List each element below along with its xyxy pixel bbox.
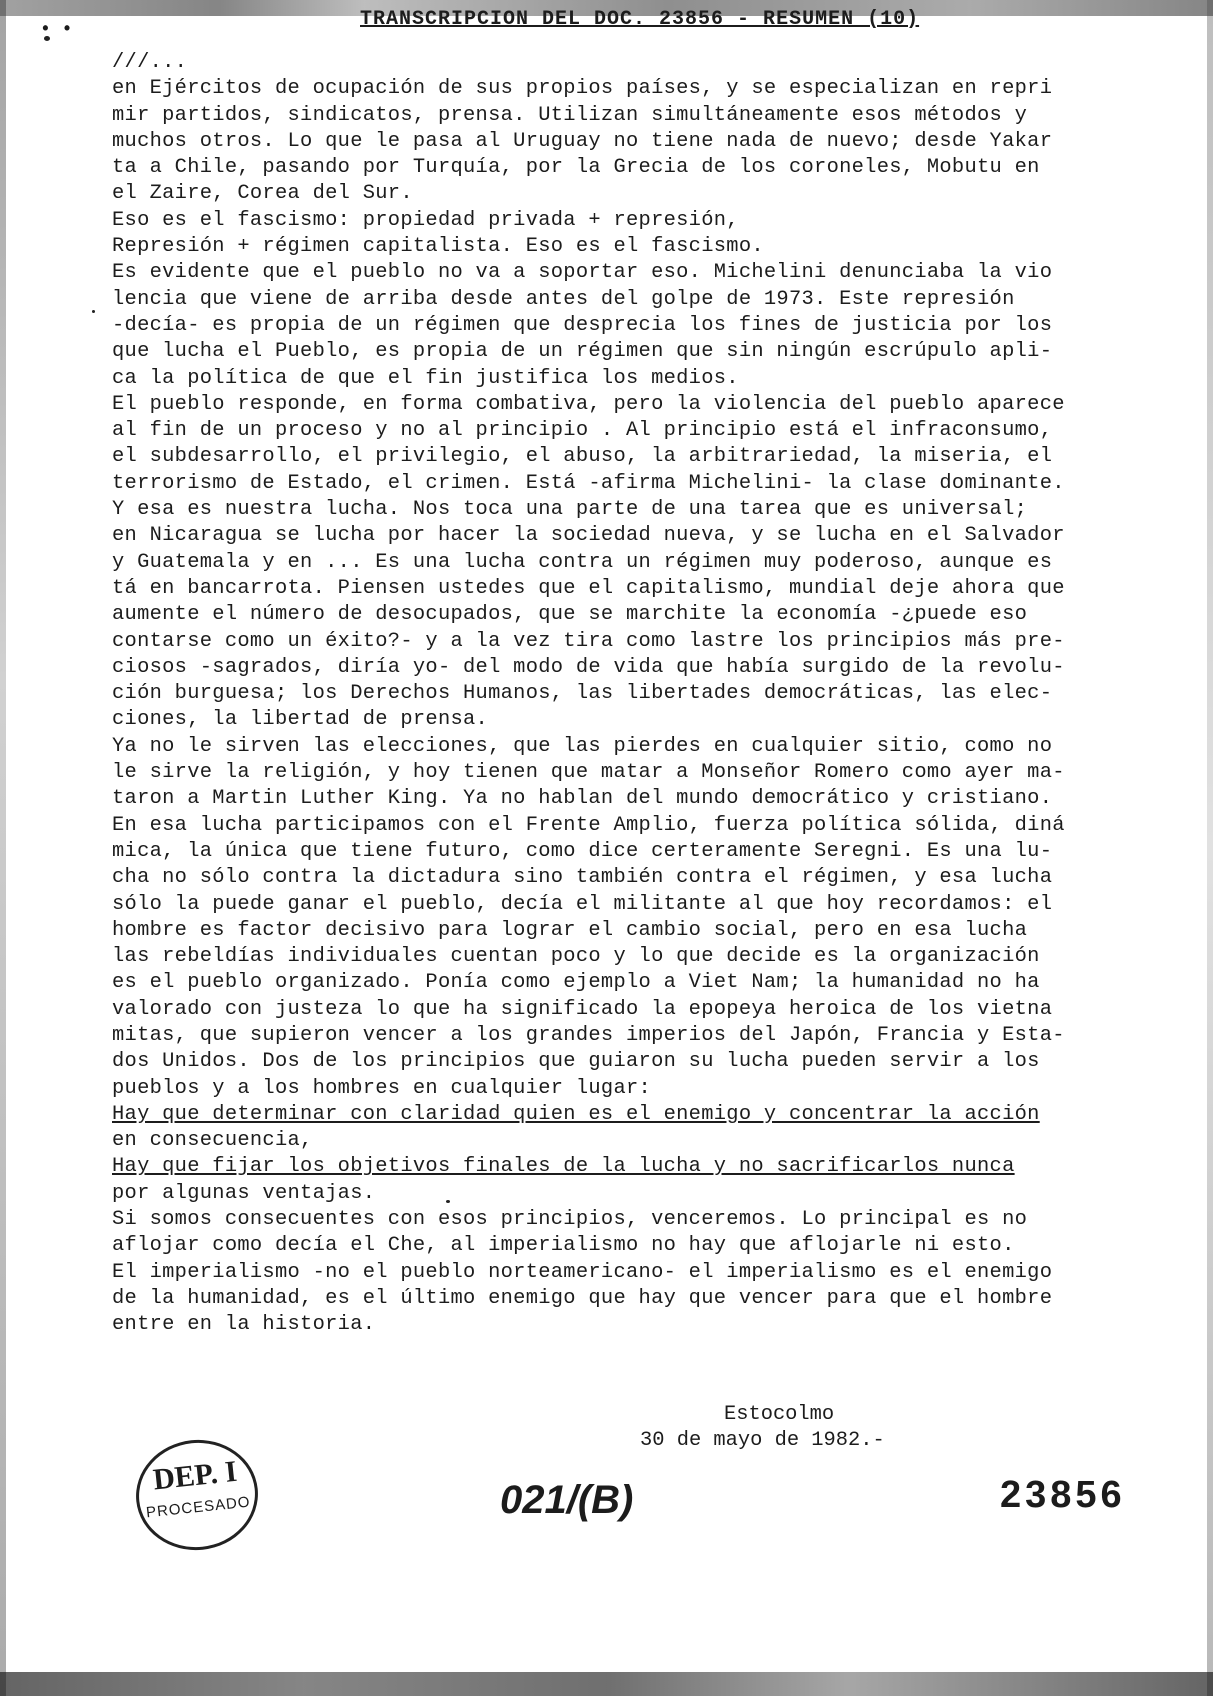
text-line: El pueblo responde, en forma combativa, pero la violencia del pueblo aparece — [112, 392, 1065, 416]
text-line: Es evidente que el pueblo no va a soportar eso. Michelini denunciaba la vio — [112, 261, 1053, 285]
text-line: en Ejércitos de ocupación de sus propios países, y se especializan en repri — [112, 77, 1053, 101]
handwritten-code: 021/(B) — [500, 1478, 634, 1522]
text-line: ción burguesa; los Derechos Humanos, las libertades democráticas, las elec- — [112, 682, 1053, 706]
scan-speck — [92, 310, 95, 313]
text-line: el subdesarrollo, el privilegio, el abuso, la arbitrariedad, la miseria, el — [112, 445, 1053, 469]
text-line: las rebeldías individuales cuentan poco y lo que decide es la organización — [112, 945, 1040, 969]
stamp-status: PROCESADO — [145, 1493, 252, 1522]
text-line: en consecuencia, — [112, 1129, 313, 1153]
text-line: El imperialismo -no el pueblo norteamericano- el imperialismo es el enemigo — [112, 1260, 1053, 1284]
text-line: lencia que viene de arriba desde antes del golpe de 1973. Este represión — [112, 287, 1015, 311]
text-line: dos Unidos. Dos de los principios que guiaron su lucha pueden servir a los — [112, 1050, 1040, 1074]
text-line: cha no sólo contra la dictadura sino también contra el régimen, y esa lucha — [112, 866, 1053, 890]
text-line: es el pueblo organizado. Ponía como ejemplo a Viet Nam; la humanidad no ha — [112, 971, 1040, 995]
text-line: por algunas ventajas. — [112, 1181, 376, 1205]
scan-edge-right — [1207, 0, 1213, 1696]
text-line: ca la política de que el fin justifica los medios. — [112, 366, 739, 390]
text-line: aumente el número de desocupados, que se marchite la economía -¿puede eso — [112, 603, 1028, 627]
text-line: Represión + régimen capitalista. Eso es el fascismo. — [112, 235, 764, 259]
text-line: el Zaire, Corea del Sur. — [112, 182, 413, 206]
text-line: pueblos y a los hombres en cualquier lugar: — [112, 1076, 652, 1100]
text-line: taron a Martin Luther King. Ya no hablan del mundo democrático y cristiano. — [112, 787, 1053, 811]
text-line: Hay que fijar los objetivos finales de la lucha y no sacrificarlos nunca — [112, 1155, 1015, 1179]
text-line: entre en la historia. — [112, 1313, 376, 1337]
text-line: -decía- es propia de un régimen que desprecia los fines de justicia por los — [112, 313, 1053, 337]
processed-stamp — [131, 1434, 264, 1556]
text-line: al fin de un proceso y no al principio . Al principio está el infraconsumo, — [112, 419, 1053, 443]
text-line: de la humanidad, es el último enemigo que hay que vencer para que el hombre — [112, 1286, 1053, 1310]
text-line: hombre es factor decisivo para lograr el cambio social, pero en esa lucha — [112, 918, 1028, 942]
text-line: ciones, la libertad de prensa. — [112, 708, 489, 732]
text-line: Si somos consecuentes con esos principios, venceremos. Lo principal es no — [112, 1208, 1028, 1232]
scan-edge-bottom — [0, 1672, 1213, 1696]
text-line: mir partidos, sindicatos, prensa. Utilizan simultáneamente esos métodos y — [112, 103, 1028, 127]
text-line: contarse como un éxito?- y a la vez tira como lastre los principios más pre- — [112, 629, 1065, 653]
text-line: Y esa es nuestra lucha. Nos toca una parte de una tarea que es universal; — [112, 498, 1028, 522]
document-body — [112, 50, 1202, 1339]
text-line: En esa lucha participamos con el Frente Amplio, fuerza política sólida, diná — [112, 813, 1065, 837]
text-line: mitas, que supieron vencer a los grandes imperios del Japón, Francia y Esta- — [112, 1023, 1065, 1047]
text-line: Hay que determinar con claridad quien es el enemigo y concentrar la acción — [112, 1102, 1040, 1126]
text-line: tá en bancarrota. Piensen ustedes que el capitalismo, mundial deje ahora que — [112, 576, 1065, 600]
text-line: terrorismo de Estado, el crimen. Está -afirma Michelini- la clase dominante. — [112, 471, 1065, 495]
text-line: que lucha el Pueblo, es propia de un régimen que sin ningún escrúpulo apli- — [112, 340, 1053, 364]
text-line: y Guatemala y en ... Es una lucha contra un régimen muy poderoso, aunque es — [112, 550, 1053, 574]
stamp-department: DEP. I — [151, 1454, 239, 1497]
text-line: Eso es el fascismo: propiedad privada + represión, — [112, 208, 739, 232]
text-line: ciosos -sagrados, diría yo- del modo de vida que había surgido de la revolu- — [112, 655, 1065, 679]
signature-block — [640, 1402, 885, 1454]
text-line: en Nicaragua se lucha por hacer la sociedad nueva, y se lucha en el Salvador — [112, 524, 1065, 548]
text-line: le sirve la religión, y hoy tienen que matar a Monseñor Romero como ayer ma- — [112, 761, 1065, 785]
document-number: 23856 — [1000, 1474, 1126, 1516]
text-line: ///... — [112, 51, 188, 74]
text-line: Ya no le sirven las elecciones, que las pierdes en cualquier sitio, como no — [112, 734, 1053, 758]
text-line: ta a Chile, pasando por Turquía, por la Grecia de los coroneles, Mobutu en — [112, 156, 1040, 180]
top-marks: • • — [40, 20, 73, 40]
text-line: mica, la única que tiene futuro, como dice certeramente Seregni. Es una lu- — [112, 839, 1053, 863]
text-line: sólo la puede ganar el pueblo, decía el militante al que hoy recordamos: el — [112, 892, 1053, 916]
scan-edge-left — [0, 0, 6, 1696]
text-line: aflojar como decía el Che, al imperialismo no hay que aflojarle ni esto. — [112, 1234, 1015, 1258]
text-line: valorado con justeza lo que ha significado la epopeya heroica de los vietna — [112, 997, 1053, 1021]
document-header: TRANSCRIPCION DEL DOC. 23856 - RESUMEN (10) — [360, 8, 920, 31]
date-line: 30 de mayo de 1982.- — [640, 1429, 885, 1452]
place-line: Estocolmo — [724, 1403, 835, 1426]
text-line: muchos otros. Lo que le pasa al Uruguay no tiene nada de nuevo; desde Yakar — [112, 129, 1053, 153]
